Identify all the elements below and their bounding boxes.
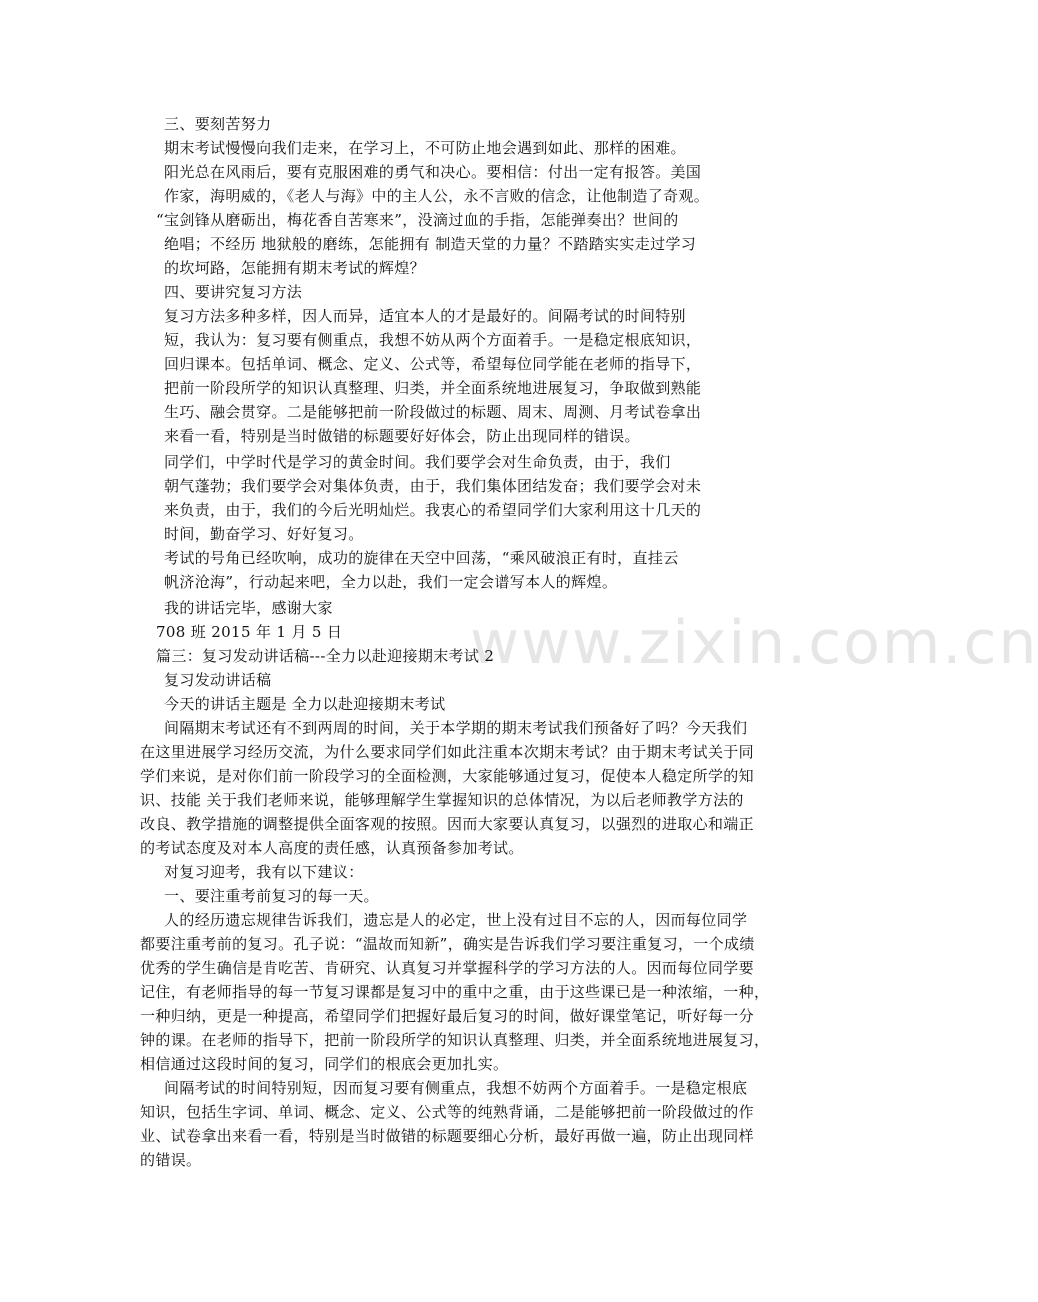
text-line: 间隔考试的时间特别短，因而复习要有侧重点，我想不妨两个方面着手。一是稳定根底: [164, 1079, 748, 1097]
text-line: 的坎坷路，怎能拥有期末考试的辉煌？: [164, 259, 425, 277]
text-line: 改良、教学措施的调整提供全面客观的按照。因而大家要认真复习，以强烈的进取心和端正: [140, 815, 755, 833]
text-line: 期末考试慢慢向我们走来，在学习上，不可防止地会遇到如此、那样的困难。: [164, 139, 686, 157]
text-line: 间隔期末考试还有不到两周的时间，关于本学期的期末考试我们预备好了吗？今天我们: [164, 719, 748, 737]
text-line: 考试的号角已经吹响，成功的旋律在天空中回荡，“乘风破浪正有时，直挂云: [164, 549, 679, 567]
text-line: 对复习迎考，我有以下建议：: [164, 863, 364, 881]
text-line: 作家，海明威的，《老人与海》中的主人公，永不言败的信念，让他制造了奇观。: [164, 187, 710, 205]
text-line: 复习方法多种多样，因人而异，适宜本人的才是最好的。间隔考试的时间特别: [164, 307, 686, 325]
text-line: 学们来说，是对你们前一阶段学习的全面检测，大家能够通过复习，促使本人稳定所学的知: [140, 767, 755, 785]
text-line: 来负责，由于，我们的今后光明灿烂。我衷心的希望同学们大家利用这十几天的: [164, 501, 702, 519]
text-line: 帆济沧海”，行动起来吧，全力以赴，我们一定会谱写本人的辉煌。: [164, 573, 618, 591]
text-line: 阳光总在风雨后，要有克服困难的勇气和决心。要相信：付出一定有报答。美国: [164, 163, 702, 181]
text-line: 绝唱；不经历 地狱般的磨练，怎能拥有 制造天堂的力量？不踏踏实实走过学习: [164, 235, 697, 253]
text-line: “宝剑锋从磨砺出，梅花香自苦寒来”，没滴过血的手指，怎能弹奏出？世间的: [156, 211, 679, 229]
watermark: www.zixin.com.cn: [470, 608, 1038, 678]
text-line: 人的经历遗忘规律告诉我们，遗忘是人的必定，世上没有过目不忘的人，因而每位同学: [164, 911, 748, 929]
text-line: 在这里进展学习经历交流，为什么要求同学们如此注重本次期末考试？由于期末考试关于同: [140, 743, 755, 761]
text-line: 同学们，中学时代是学习的黄金时间。我们要学会对生命负责，由于，我们: [164, 453, 671, 471]
article-subtitle: 复习发动讲话稿: [164, 671, 272, 689]
text-line: 今天的讲话主题是 全力以赴迎接期末考试: [164, 695, 446, 713]
text-line: 三、要刻苦努力: [164, 115, 272, 133]
text-line: 生巧、融会贯穿。二是能够把前一阶段做过的标题、周末、周测、月考试卷拿出: [164, 403, 702, 421]
text-line: 时间，勤奋学习、好好复习。: [164, 525, 364, 543]
text-line: 我的讲话完毕，感谢大家: [164, 599, 333, 617]
text-line: 优秀的学生确信是肯吃苦、肯研究、认真复习并掌握科学的学习方法的人。因而每位同学要: [140, 959, 755, 977]
text-line: 相信通过这段时间的复习，同学们的根底会更加扎实。: [140, 1055, 509, 1073]
text-line: 朝气蓬勃；我们要学会对集体负责，由于，我们集体团结发奋；我们要学会对未: [164, 477, 702, 495]
text-line: 把前一阶段所学的知识认真整理、归类，并全面系统地进展复习，争取做到熟能: [164, 379, 702, 397]
text-line: 识、技能 关于我们老师来说，能够理解学生掌握知识的总体情况，为以后老师教学方法的: [140, 791, 744, 809]
text-line: 的错误。: [140, 1151, 202, 1169]
signature-date: 708 班 2015 年 1 月 5 日: [156, 623, 343, 641]
text-line: 来看一看，特别是当时做错的标题要好好体会，防止出现同样的错误。: [164, 427, 640, 445]
text-line: 一种归纳，更是一种提高，希望同学们把握好最后复习的时间，做好课堂笔记，听好每一分: [140, 1007, 755, 1025]
text-line: 记住，有老师指导的每一节复习课都是复习中的重中之重，由于这些课已是一种浓缩，一种，: [140, 983, 770, 1001]
text-line: 的考试态度及对本人高度的责任感，认真预备参加考试。: [140, 839, 524, 857]
text-line: 知识，包括生字词、单词、概念、定义、公式等的纯熟背诵，二是能够把前一阶段做过的作: [140, 1103, 755, 1121]
text-line: 钟的课。在老师的指导下，把前一阶段所学的知识认真整理、归类，并全面系统地进展复习，: [140, 1031, 770, 1049]
section-heading: 四、要讲究复习方法: [164, 283, 303, 301]
text-line: 短，我认为：复习要有侧重点，我想不妨从两个方面着手。一是稳定根底知识，: [164, 331, 702, 349]
text-line: 回归课本。包括单词、概念、定义、公式等，希望每位同学能在老师的指导下，: [164, 355, 702, 373]
text-line: 业、试卷拿出来看一看，特别是当时做错的标题要细心分析，最好再做一遍，防止出现同样: [140, 1127, 755, 1145]
text-line: 都要注重考前的复习。孔子说：“温故而知新”，确实是告诉我们学习要注重复习，一个成绩: [140, 935, 755, 953]
section-heading: 一、要注重考前复习的每一天。: [164, 887, 379, 905]
article-title: 篇三：复习发动讲话稿---全力以赴迎接期末考试 2: [156, 647, 495, 665]
